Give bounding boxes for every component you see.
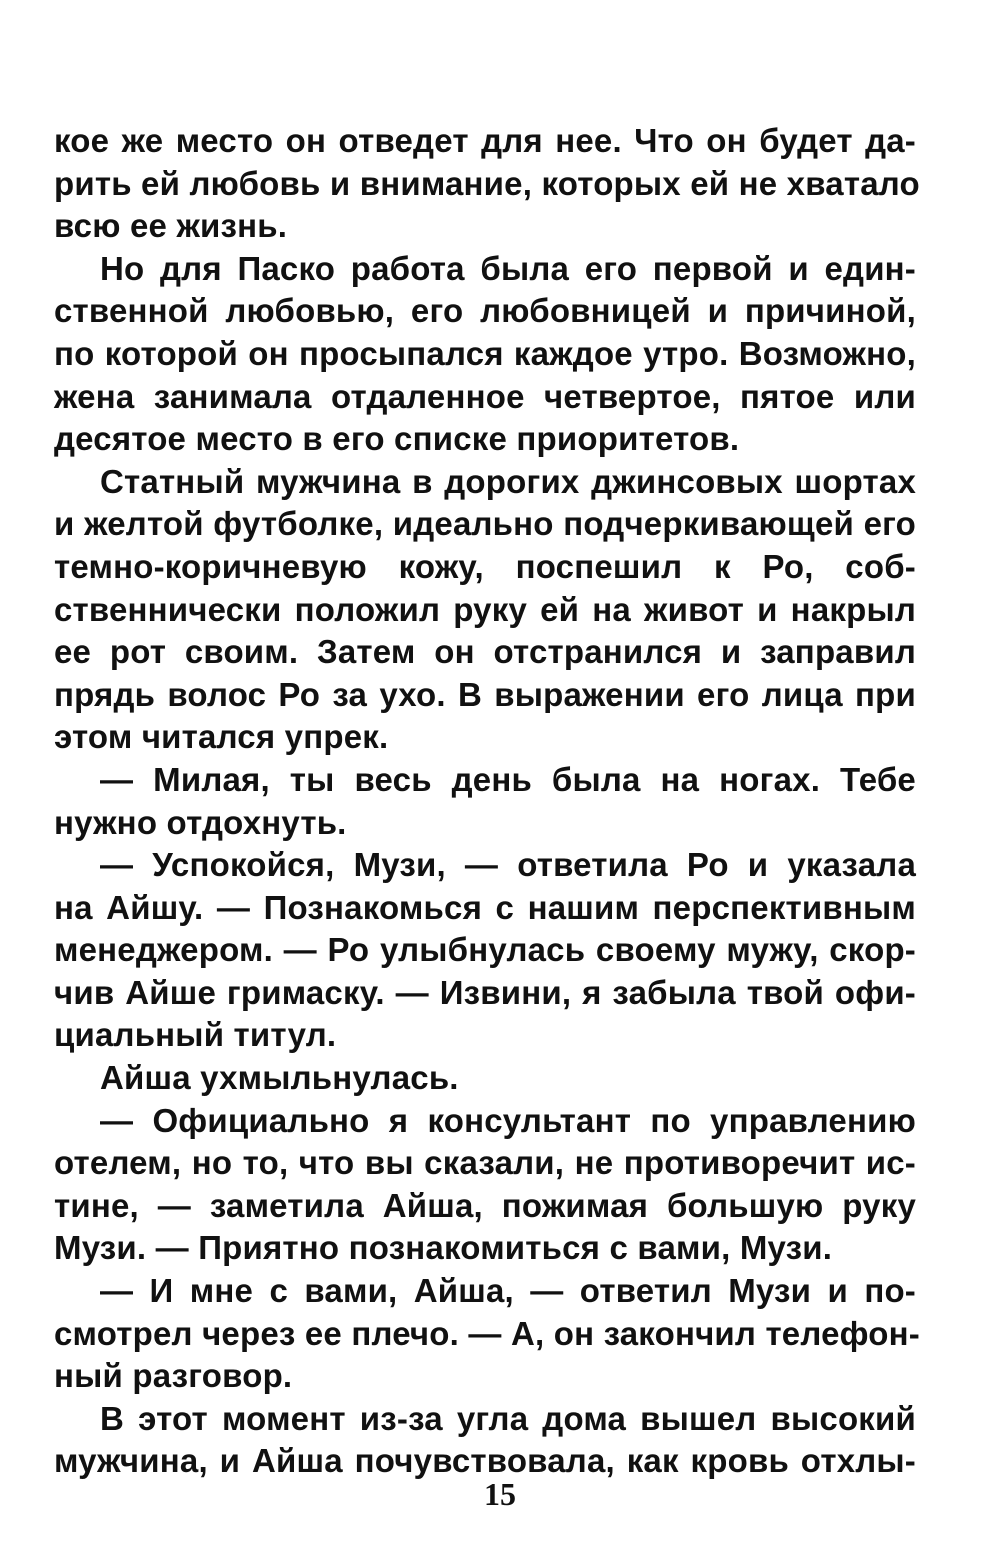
text-line: менеджером. — Ро улыбнулась своему мужу, скор- [54, 931, 916, 969]
text-line: и желтой футболке, идеально подчеркивающей его [54, 505, 916, 543]
text-line: рить ей любовь и внимание, которых ей не хватало [54, 164, 920, 202]
text-line: Музи. — Приятно познакомиться с вами, Музи. [54, 1229, 833, 1267]
text-line: кое же место он отведет для нее. Что он будет да- [54, 122, 916, 159]
body-text [54, 120, 920, 1483]
text-line: мужчина, и Айша почувствовала, как кровь отхлы- [54, 1442, 916, 1480]
text-line: ственнически положил руку ей на живот и накрыл [54, 590, 916, 628]
text-line: Айша ухмыльнулась. [100, 1059, 459, 1097]
text-line: циальный титул. [54, 1016, 337, 1054]
text-line: по которой он просыпался каждое утро. Возможно, [54, 334, 916, 372]
text-line: десятое место в его списке приоритетов. [54, 420, 740, 458]
text-line: на Айшу. — Познакомься с нашим перспективным [54, 888, 916, 926]
text-line: — И мне с вами, Айша, — ответил Музи и по- [100, 1272, 916, 1310]
page-number: 15 [484, 1476, 516, 1512]
text-line: — Официально я консультант по управлению [100, 1101, 916, 1139]
text-line: темно-коричневую кожу, поспешил к Ро, соб- [54, 547, 916, 585]
text-line: чив Айше гримаску. — Извини, я забыла твой офи- [54, 973, 916, 1011]
text-line: этом читался упрек. [54, 718, 389, 756]
text-line: Статный мужчина в дорогих джинсовых шортах [100, 462, 916, 500]
text-line: ственной любовью, его любовницей и причиной, [54, 292, 916, 330]
text-line: В этот момент из-за угла дома вышел высокий [100, 1399, 916, 1437]
text-line: ее рот своим. Затем он отстранился и заправил [54, 633, 916, 671]
text-line: смотрел через ее плечо. — А, он закончил телефон- [54, 1314, 920, 1352]
text-line: — Успокойся, Музи, — ответила Ро и указала [100, 846, 916, 884]
text-line: ный разговор. [54, 1357, 293, 1395]
text-line: жена занимала отдаленное четвертое, пятое или [54, 377, 916, 415]
text-line: отелем, но то, что вы сказали, не противоречит ис- [54, 1144, 916, 1182]
text-line: нужно отдохнуть. [54, 803, 347, 841]
text-line: прядь волос Ро за ухо. В выражении его лица при [54, 675, 916, 713]
text-line: тине, — заметила Айша, пожимая большую руку [54, 1186, 916, 1224]
text-line: — Милая, ты весь день была на ногах. Тебе [100, 760, 916, 798]
text-line: всю ее жизнь. [54, 207, 288, 245]
text-line: Но для Паско работа была его первой и един- [100, 249, 916, 287]
